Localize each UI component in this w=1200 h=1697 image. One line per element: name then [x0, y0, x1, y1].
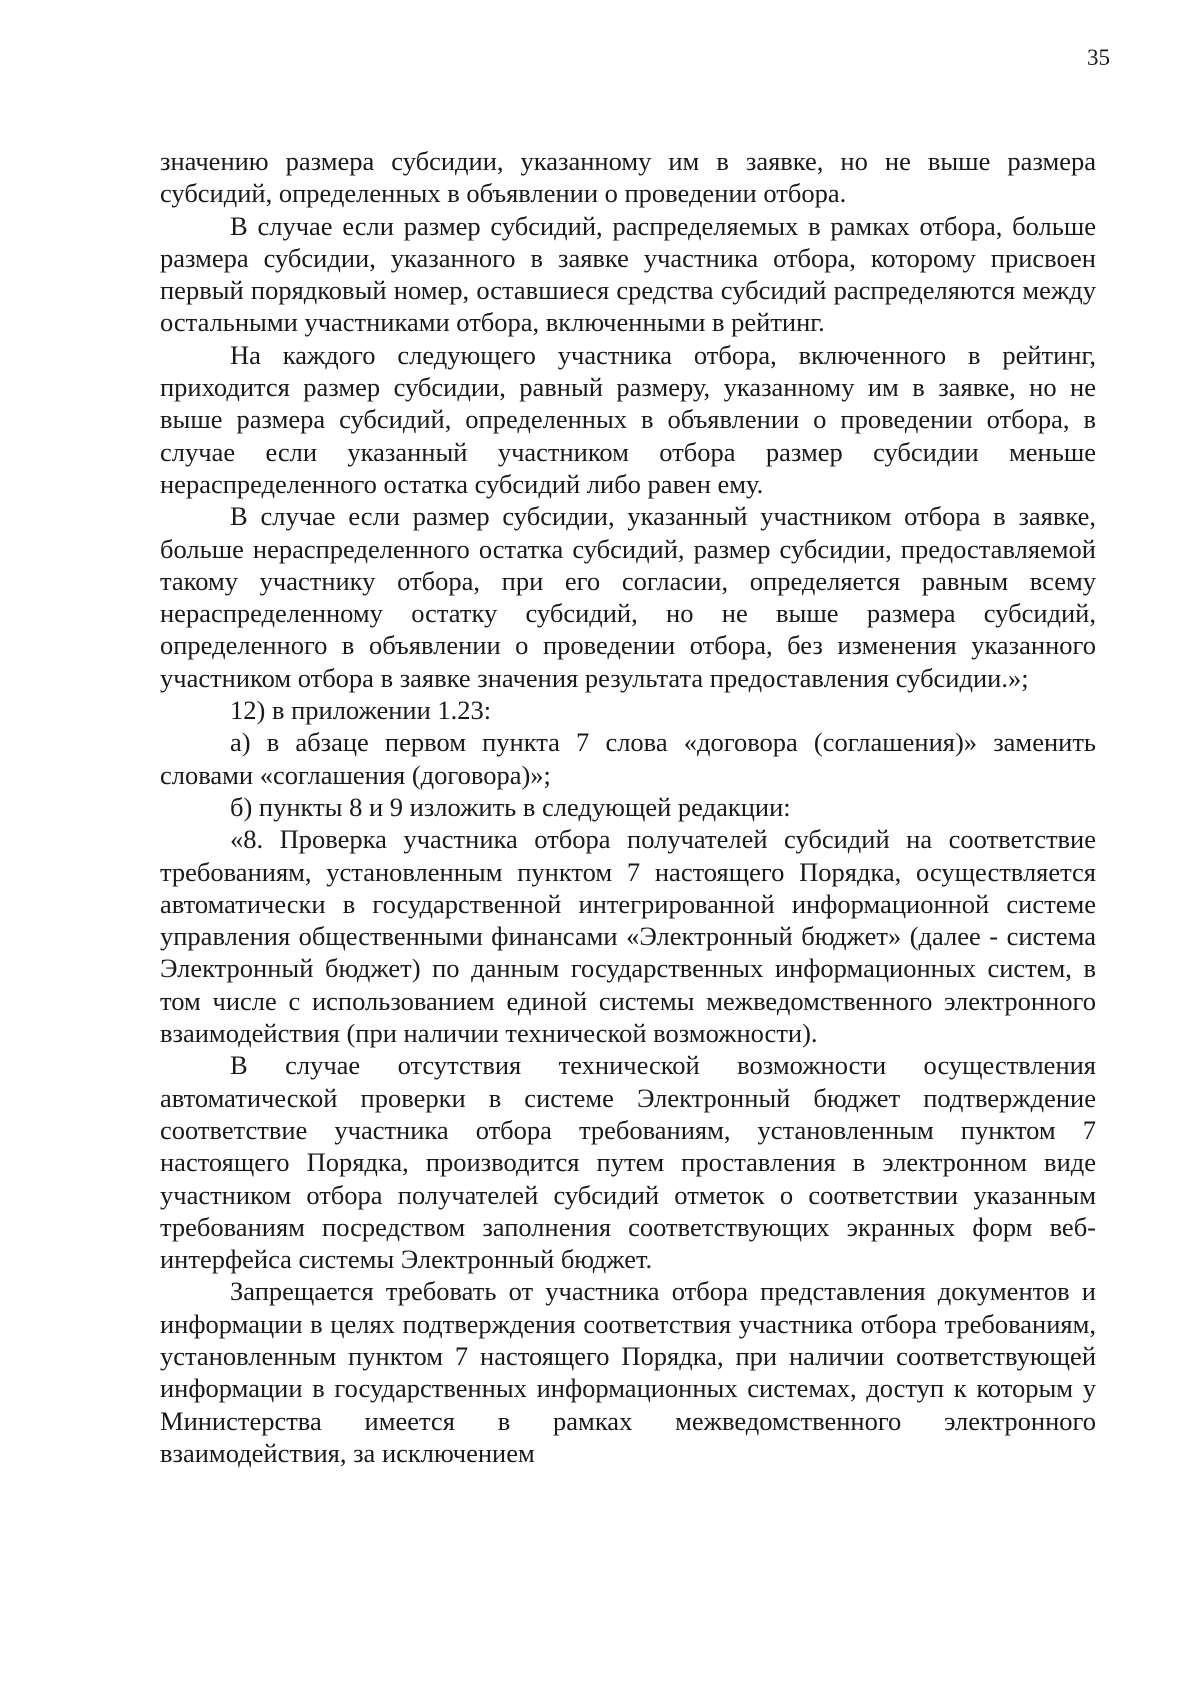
paragraph: Запрещается требовать от участника отбора представления документов и информации в целях подтверждения соответствия участника отбора требованиям, установленным пунктом 7 настоящего Порядка, при наличии соответствующей информации в государственных информационных системах, доступ к которым у Министерства имеется в рамках межведомственного электронного взаимодействия, за исключением: [160, 1276, 1096, 1468]
paragraph: На каждого следующего участника отбора, включенного в рейтинг, приходится размер субсидии, равный размеру, указанному им в заявке, но не выше размера субсидий, определенных в объявлении о проведении отбора, в случае если указанный участником отбора размер субсидии меньше нераспределенного остатка субсидий либо равен ему.: [160, 339, 1096, 499]
paragraph: «8. Проверка участника отбора получателей субсидий на соответствие требованиям, установленным пунктом 7 настоящего Порядка, осуществляется автоматически в государственной интегрированной информационной системе управления общественными финансами «Электронный бюджет» (далее - система Электронный бюджет) по данным государственных информационных систем, в том числе с использованием единой системы межведомственного электронного взаимодействия (при наличии технической возможности).: [160, 824, 1096, 1049]
paragraph: значению размера субсидии, указанному им в заявке, но не выше размера субсидий, определенных в объявлении о проведении отбора.: [160, 146, 1096, 209]
list-item-heading: 12) в приложении 1.23:: [230, 695, 492, 726]
list-item: б) пункты 8 и 9 изложить в следующей редакции:: [230, 791, 791, 822]
document-body: [160, 145, 1096, 1469]
paragraph: В случае если размер субсидий, распределяемых в рамках отбора, больше размера субсидии, указанного в заявке участника отбора, которому присвоен первый порядковый номер, оставшиеся средства субсидий распределяются между остальными участниками отбора, включенными в рейтинг.: [160, 210, 1096, 338]
list-item: а) в абзаце первом пункта 7 слова «договора (соглашения)» заменить словами «соглашения (договора)»;: [160, 727, 1096, 790]
page-number: 35: [1087, 45, 1110, 70]
paragraph: В случае отсутствия технической возможности осуществления автоматической проверки в системе Электронный бюджет подтверждение соответствие участника отбора требованиям, установленным пунктом 7 настоящего Порядка, производится путем проставления в электронном виде участником отбора получателей субсидий отметок о соответствии указанным требованиям посредством заполнения соответствующих экранных форм веб-интерфейса системы Электронный бюджет.: [160, 1050, 1096, 1275]
paragraph: В случае если размер субсидии, указанный участником отбора в заявке, больше нераспределенного остатка субсидий, размер субсидии, предоставляемой такому участнику отбора, при его согласии, определяется равным всему нераспределенному остатку субсидий, но не выше размера субсидий, определенного в объявлении о проведении отбора, без изменения указанного участником отбора в заявке значения результата предоставления субсидии.»;: [160, 501, 1096, 693]
